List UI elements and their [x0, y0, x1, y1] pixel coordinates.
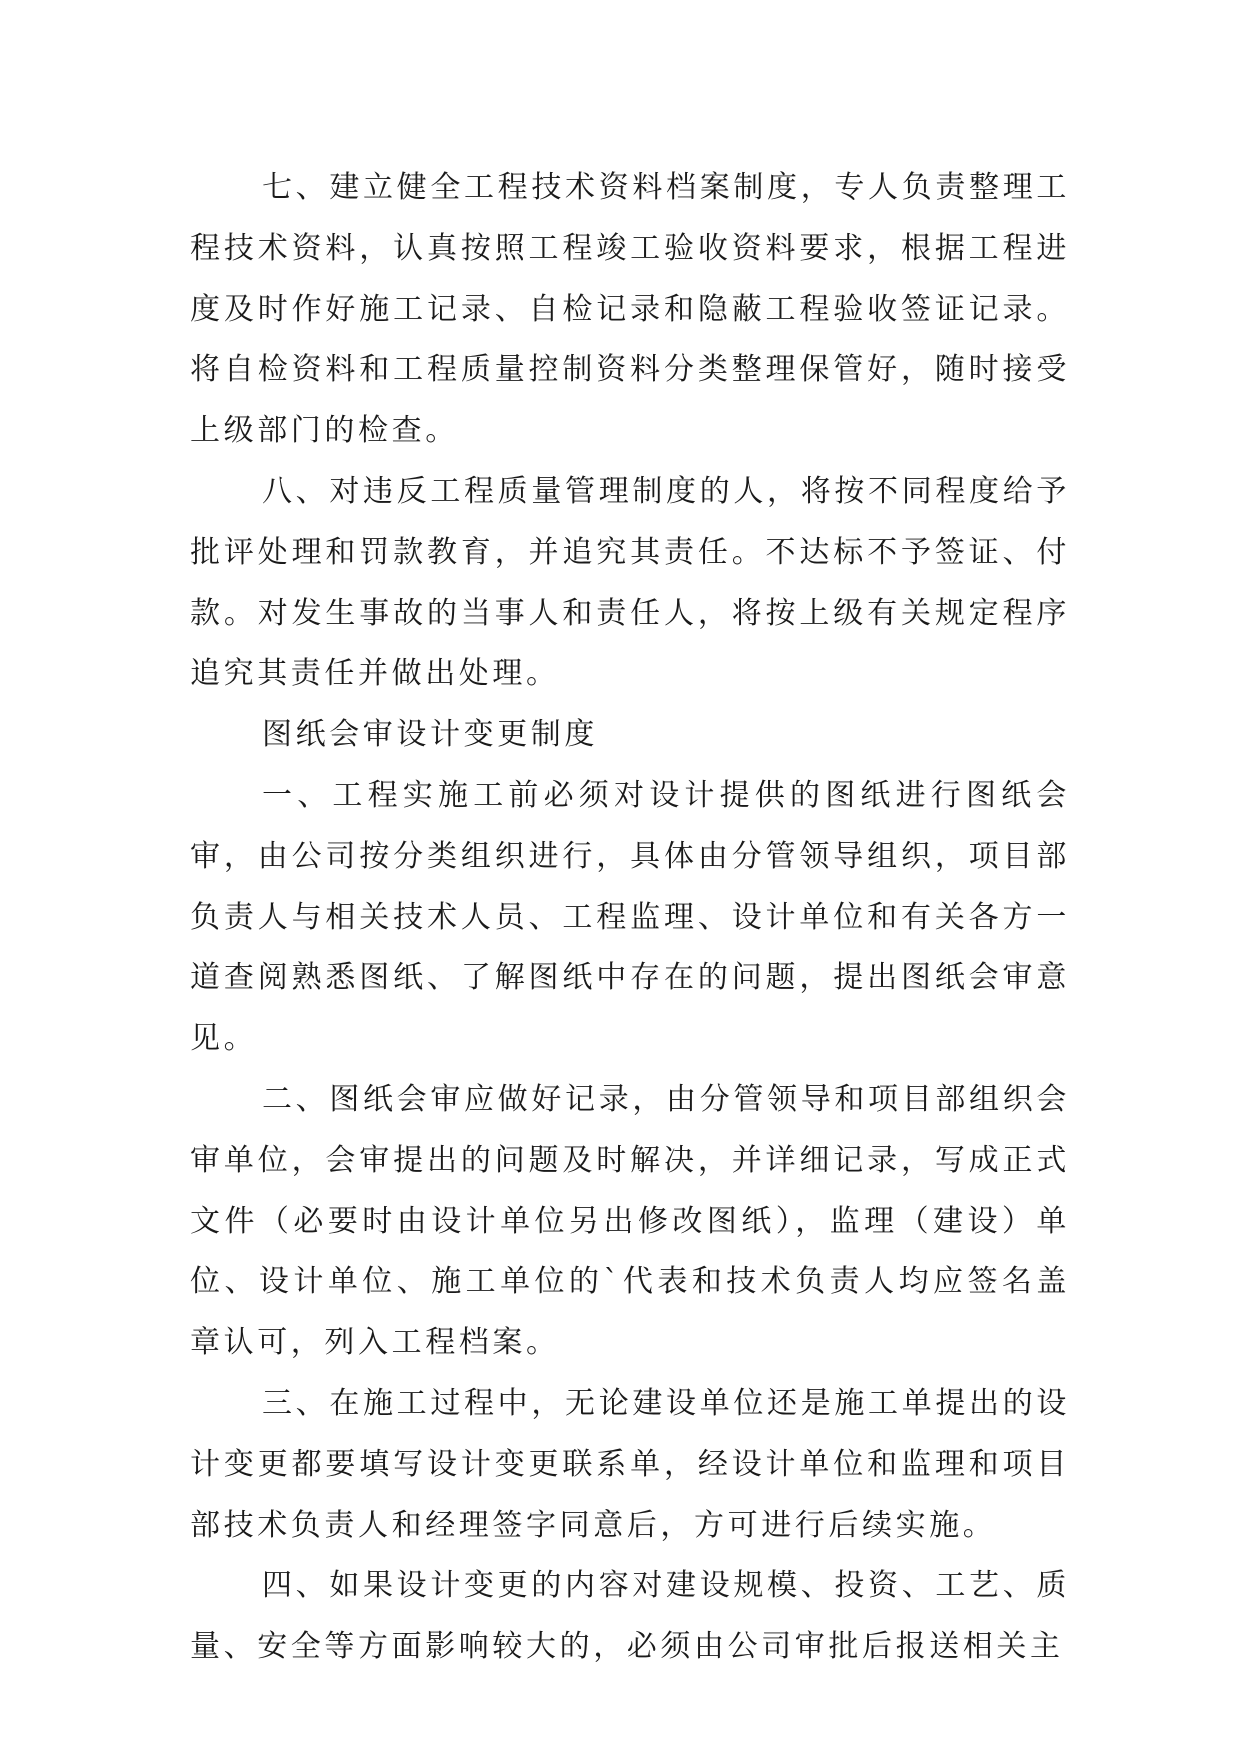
paragraph-three: 三、在施工过程中，无论建设单位还是施工单提出的设计变更都要填写设计变更联系单，经设计单位和监理和项目部技术负责人和经理签字同意后，方可进行后续实施。 — [190, 1385, 1070, 1543]
paragraph-seven: 七、建立健全工程技术资料档案制度，专人负责整理工程技术资料，认真按照工程竣工验收资料要求，根据工程进度及时作好施工记录、自检记录和隐蔽工程验收签证记录。将自检资料和工程质量控制资料分类整理保管好，随时接受上级部门的检查。 — [190, 170, 1070, 449]
paragraph-one: 一、工程实施工前必须对设计提供的图纸进行图纸会审，由公司按分类组织进行，具体由分管领导组织，项目部负责人与相关技术人员、工程监理、设计单位和有关各方一道查阅熟悉图纸、了解图纸中存在的问题，提出图纸会审意见。 — [190, 777, 1070, 1057]
paragraph-four: 四、如果设计变更的内容对建设规模、投资、工艺、质量、安全等方面影响较大的，必须由公司审批后报送相关主 — [190, 1568, 1070, 1665]
paragraph-eight: 八、对违反工程质量管理制度的人，将按不同程度给予批评处理和罚款教育，并追究其责任。不达标不予签证、付款。对发生事故的当事人和责任人，将按上级有关规定程序追究其责任并做出处理。 — [190, 473, 1070, 692]
document-body — [190, 158, 1070, 1678]
section-heading: 图纸会审设计变更制度 — [262, 717, 598, 753]
paragraph-two: 二、图纸会审应做好记录，由分管领导和项目部组织会审单位，会审提出的问题及时解决，并详细记录，写成正式文件（必要时由设计单位另出修改图纸），监理（建设）单位、设计单位、施工单位的`代表和技术负责人均应签名盖章认可，列入工程档案。 — [190, 1081, 1070, 1361]
